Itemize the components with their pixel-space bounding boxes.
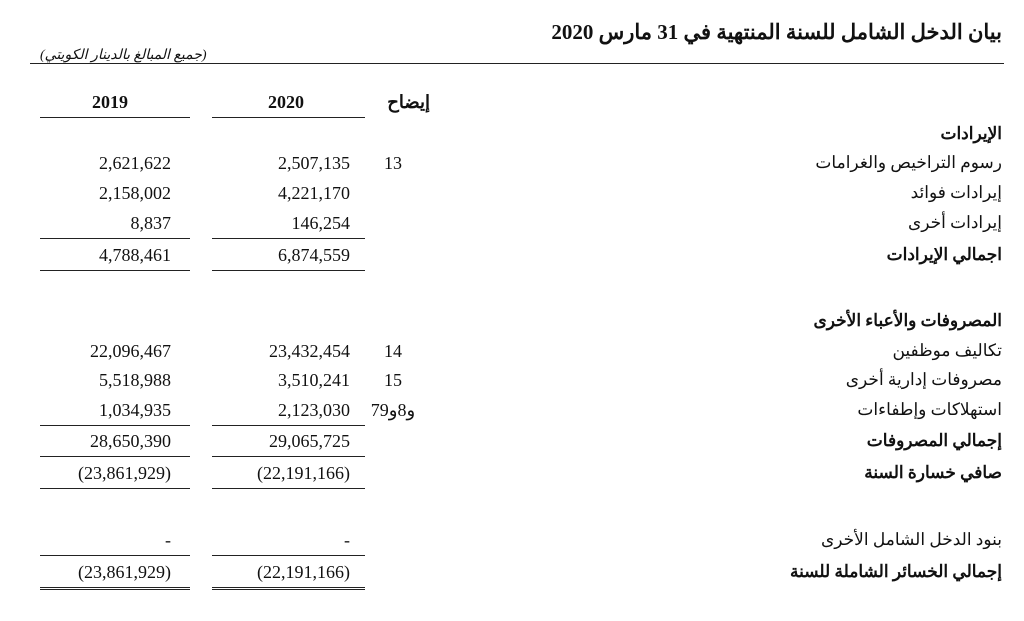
table-row [0,397,1024,423]
title-divider [30,63,1004,64]
header-underline-2019 [40,117,190,118]
revenue-heading-row [0,121,1024,147]
row-label: استهلاكات وإطفاءات [857,400,1002,419]
value-2019: (23,861,929) [78,463,171,483]
row-label: بنود الدخل الشامل الأخرى [820,530,1002,549]
year-2019-header: 2019 [92,92,128,112]
value-2020: - [344,530,350,550]
value-2020: 23,432,454 [269,341,350,361]
value-2020: (22,191,166) [257,463,350,483]
statement-title: بيان الدخل الشامل للسنة المنتهية في 31 مارس 2020 [551,20,1002,44]
subtotal-rule-2019 [40,238,190,239]
rule-2020 [212,555,365,556]
rule-2019 [40,555,190,556]
row-note: 15 [384,370,402,390]
table-row [0,210,1024,236]
value-2020: 2,507,135 [278,153,350,173]
value-2019: 2,158,002 [99,183,171,203]
value-2020: 3,510,241 [278,370,350,390]
row-label: رسوم التراخيص والغرامات [815,153,1002,172]
value-2020: 4,221,170 [278,183,350,203]
value-2019: (23,861,929) [78,562,171,582]
currency-note: (جميع المبالغ بالدينار الكويتي) [40,48,207,63]
subtotal-rule-2019 [40,425,190,426]
expenses-total-row [0,428,1024,454]
rule-2019 [40,456,190,457]
row-label: مصروفات إدارية أخرى [845,370,1002,389]
value-2019: 1,034,935 [99,400,171,420]
row-note: 13 [384,153,402,173]
table-row [0,338,1024,364]
row-label: إيرادات فوائد [910,183,1002,202]
value-2019: - [165,530,171,550]
table-row [0,180,1024,206]
row-label: اجمالي الإيرادات [886,245,1002,264]
revenue-heading: الإيرادات [940,124,1002,143]
double-rule-2019 [40,587,190,590]
subtotal-rule-2020 [212,238,365,239]
row-label: صافي خسارة السنة [864,463,1002,482]
rule-2019 [40,488,190,489]
value-2020: 6,874,559 [278,245,350,265]
note-column-header: إيضاح [387,92,430,112]
expenses-heading-row [0,308,1024,334]
rule-2020 [212,456,365,457]
value-2020: (22,191,166) [257,562,350,582]
value-2019: 5,518,988 [99,370,171,390]
total-comprehensive-row [0,559,1024,585]
row-note: 14 [384,341,402,361]
subtotal-rule-2020 [212,425,365,426]
value-2019: 8,837 [130,213,171,233]
total-rule-2019 [40,270,190,271]
value-2019: 4,788,461 [99,245,171,265]
row-note: 7و8و9 [370,400,416,420]
total-rule-2020 [212,270,365,271]
row-label: إجمالي الخسائر الشاملة للسنة [790,562,1002,581]
value-2019: 2,621,622 [99,153,171,173]
oci-row [0,527,1024,553]
rule-2020 [212,488,365,489]
table-row [0,367,1024,393]
row-label: إجمالي المصروفات [866,431,1002,450]
header-underline-2020 [212,117,365,118]
value-2019: 22,096,467 [90,341,171,361]
double-rule-2020 [212,587,365,590]
table-row [0,150,1024,176]
value-2020: 146,254 [291,213,350,233]
value-2019: 28,650,390 [90,431,171,451]
year-2020-header: 2020 [268,92,304,112]
revenue-total-row [0,242,1024,268]
expenses-heading: المصروفات والأعباء الأخرى [813,311,1002,330]
net-loss-row [0,460,1024,486]
row-label: تكاليف موظفين [892,341,1002,360]
value-2020: 2,123,030 [278,400,350,420]
row-label: إيرادات أخرى [907,213,1002,232]
value-2020: 29,065,725 [269,431,350,451]
